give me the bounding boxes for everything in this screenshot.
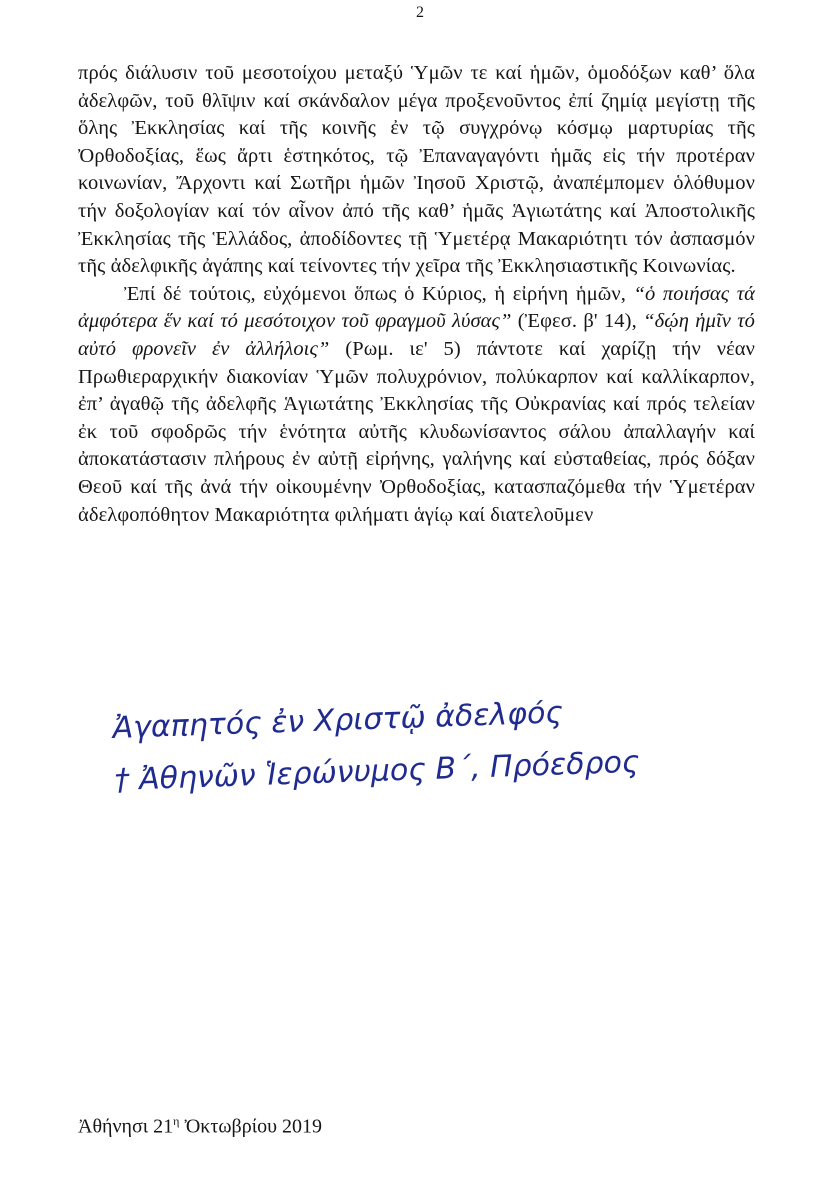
dateline-ordinal: η	[173, 1114, 180, 1128]
dateline	[78, 1114, 322, 1139]
dateline-month-year: Ὀκτωβρίου 2019	[179, 1115, 322, 1138]
handwritten-signature	[105, 700, 685, 810]
page-number: 2	[416, 4, 424, 21]
signature-line-2: † Ἀθηνῶν Ἱερώνυμος Β΄, Πρόεδρος	[114, 744, 641, 798]
paragraph-2-closing: (Ρωμ. ιε' 5) πάντοτε καί χαρίζῃ τήν νέαν Πρωθιεραρχικήν διακονίαν Ὑμῶν πολυχρόνιον, πολύκαρπον καί καλλίκαρπον, ἐπ’ ἀγαθῷ τῆς ἀδελφῆς Ἁγιωτάτης Ἐκκλησίας τῆς Οὐκρανίας καί πρός τελείαν ἐκ τοῦ σφοδρῶς τήν ἑνότητα αὐτῆς κλυδωνίσαντος σάλου ἀπαλλαγήν καί ἀποκατάστασιν πλήρους ἐν αὐτῇ εἰρήνης, γαλήνης καί εὐσταθείας, πρός δόξαν Θεοῦ καί τῆς ἀνά τήν οἰκουμένην Ὀρθοδοξίας, κατασπαζόμεθα τήν Ὑμετέραν ἀδελφοπόθητον Μακαριότητα φιλήματι ἁγίῳ καί διατελοῦμεν	[78, 337, 755, 526]
signature-line-1: Ἀγαπητός ἐν Χριστῷ ἀδελφός	[112, 700, 564, 746]
letter-body	[78, 60, 755, 529]
signature-drawing	[105, 700, 685, 810]
paragraph-2	[78, 281, 755, 529]
scripture-quote-ephesians: “ὁ ποιήσας τά ἀμφότερα ἕν καί τό μεσότοιχον τοῦ φραγμοῦ λύσας”	[78, 282, 756, 333]
paragraph-2-opening: Ἐπί δέ τούτοις, εὐχόμενοι ὅπως ὁ Κύριος, ἡ εἰρήνη ἡμῶν,	[124, 282, 634, 305]
paragraph-1: πρός διάλυσιν τοῦ μεσοτοίχου μεταξύ Ὑμῶν τε καί ἡμῶν, ὁμοδόξων καθ’ ὅλα ἀδελφῶν, τοῦ θλῖψιν καί σκάνδαλον μέγα προξενοῦντος ἐπί ζημίᾳ μεγίστῃ τῆς ὅλης Ἐκκλησίας καί τῆς κοινῆς ἐν τῷ συγχρόνῳ κόσμῳ μαρτυρίας τῆς Ὀρθοδοξίας, ἕως ἄρτι ἑστηκότος, τῷ Ἐπαναγαγόντι ἡμᾶς εἰς τήν προτέραν κοινωνίαν, Ἄρχοντι καί Σωτῆρι ἡμῶν Ἰησοῦ Χριστῷ, ἀναπέμπομεν ὁλόθυμον τήν δοξολογίαν καί τόν αἶνον ἀπό τῆς καθ’ ἡμᾶς Ἁγιωτάτης καί Ἀποστολικῆς Ἐκκλησίας τῆς Ἑλλάδος, ἀποδίδοντες τῇ Ὑμετέρᾳ Μακαριότητι τόν ἀσπασμόν τῆς ἀδελφικῆς ἀγάπης καί τείνοντες τήν χεῖρα τῆς Ἐκκλησιαστικῆς Κοινωνίας.	[78, 62, 755, 278]
citation-ephesians: (Ἐφεσ. β' 14),	[511, 310, 644, 333]
dateline-place-day: Ἀθήνησι 21	[78, 1115, 174, 1138]
scripture-quote-romans: “δῴη ἡμῖν τό αὐτό φρονεῖν ἐν ἀλλήλοις”	[78, 310, 756, 360]
